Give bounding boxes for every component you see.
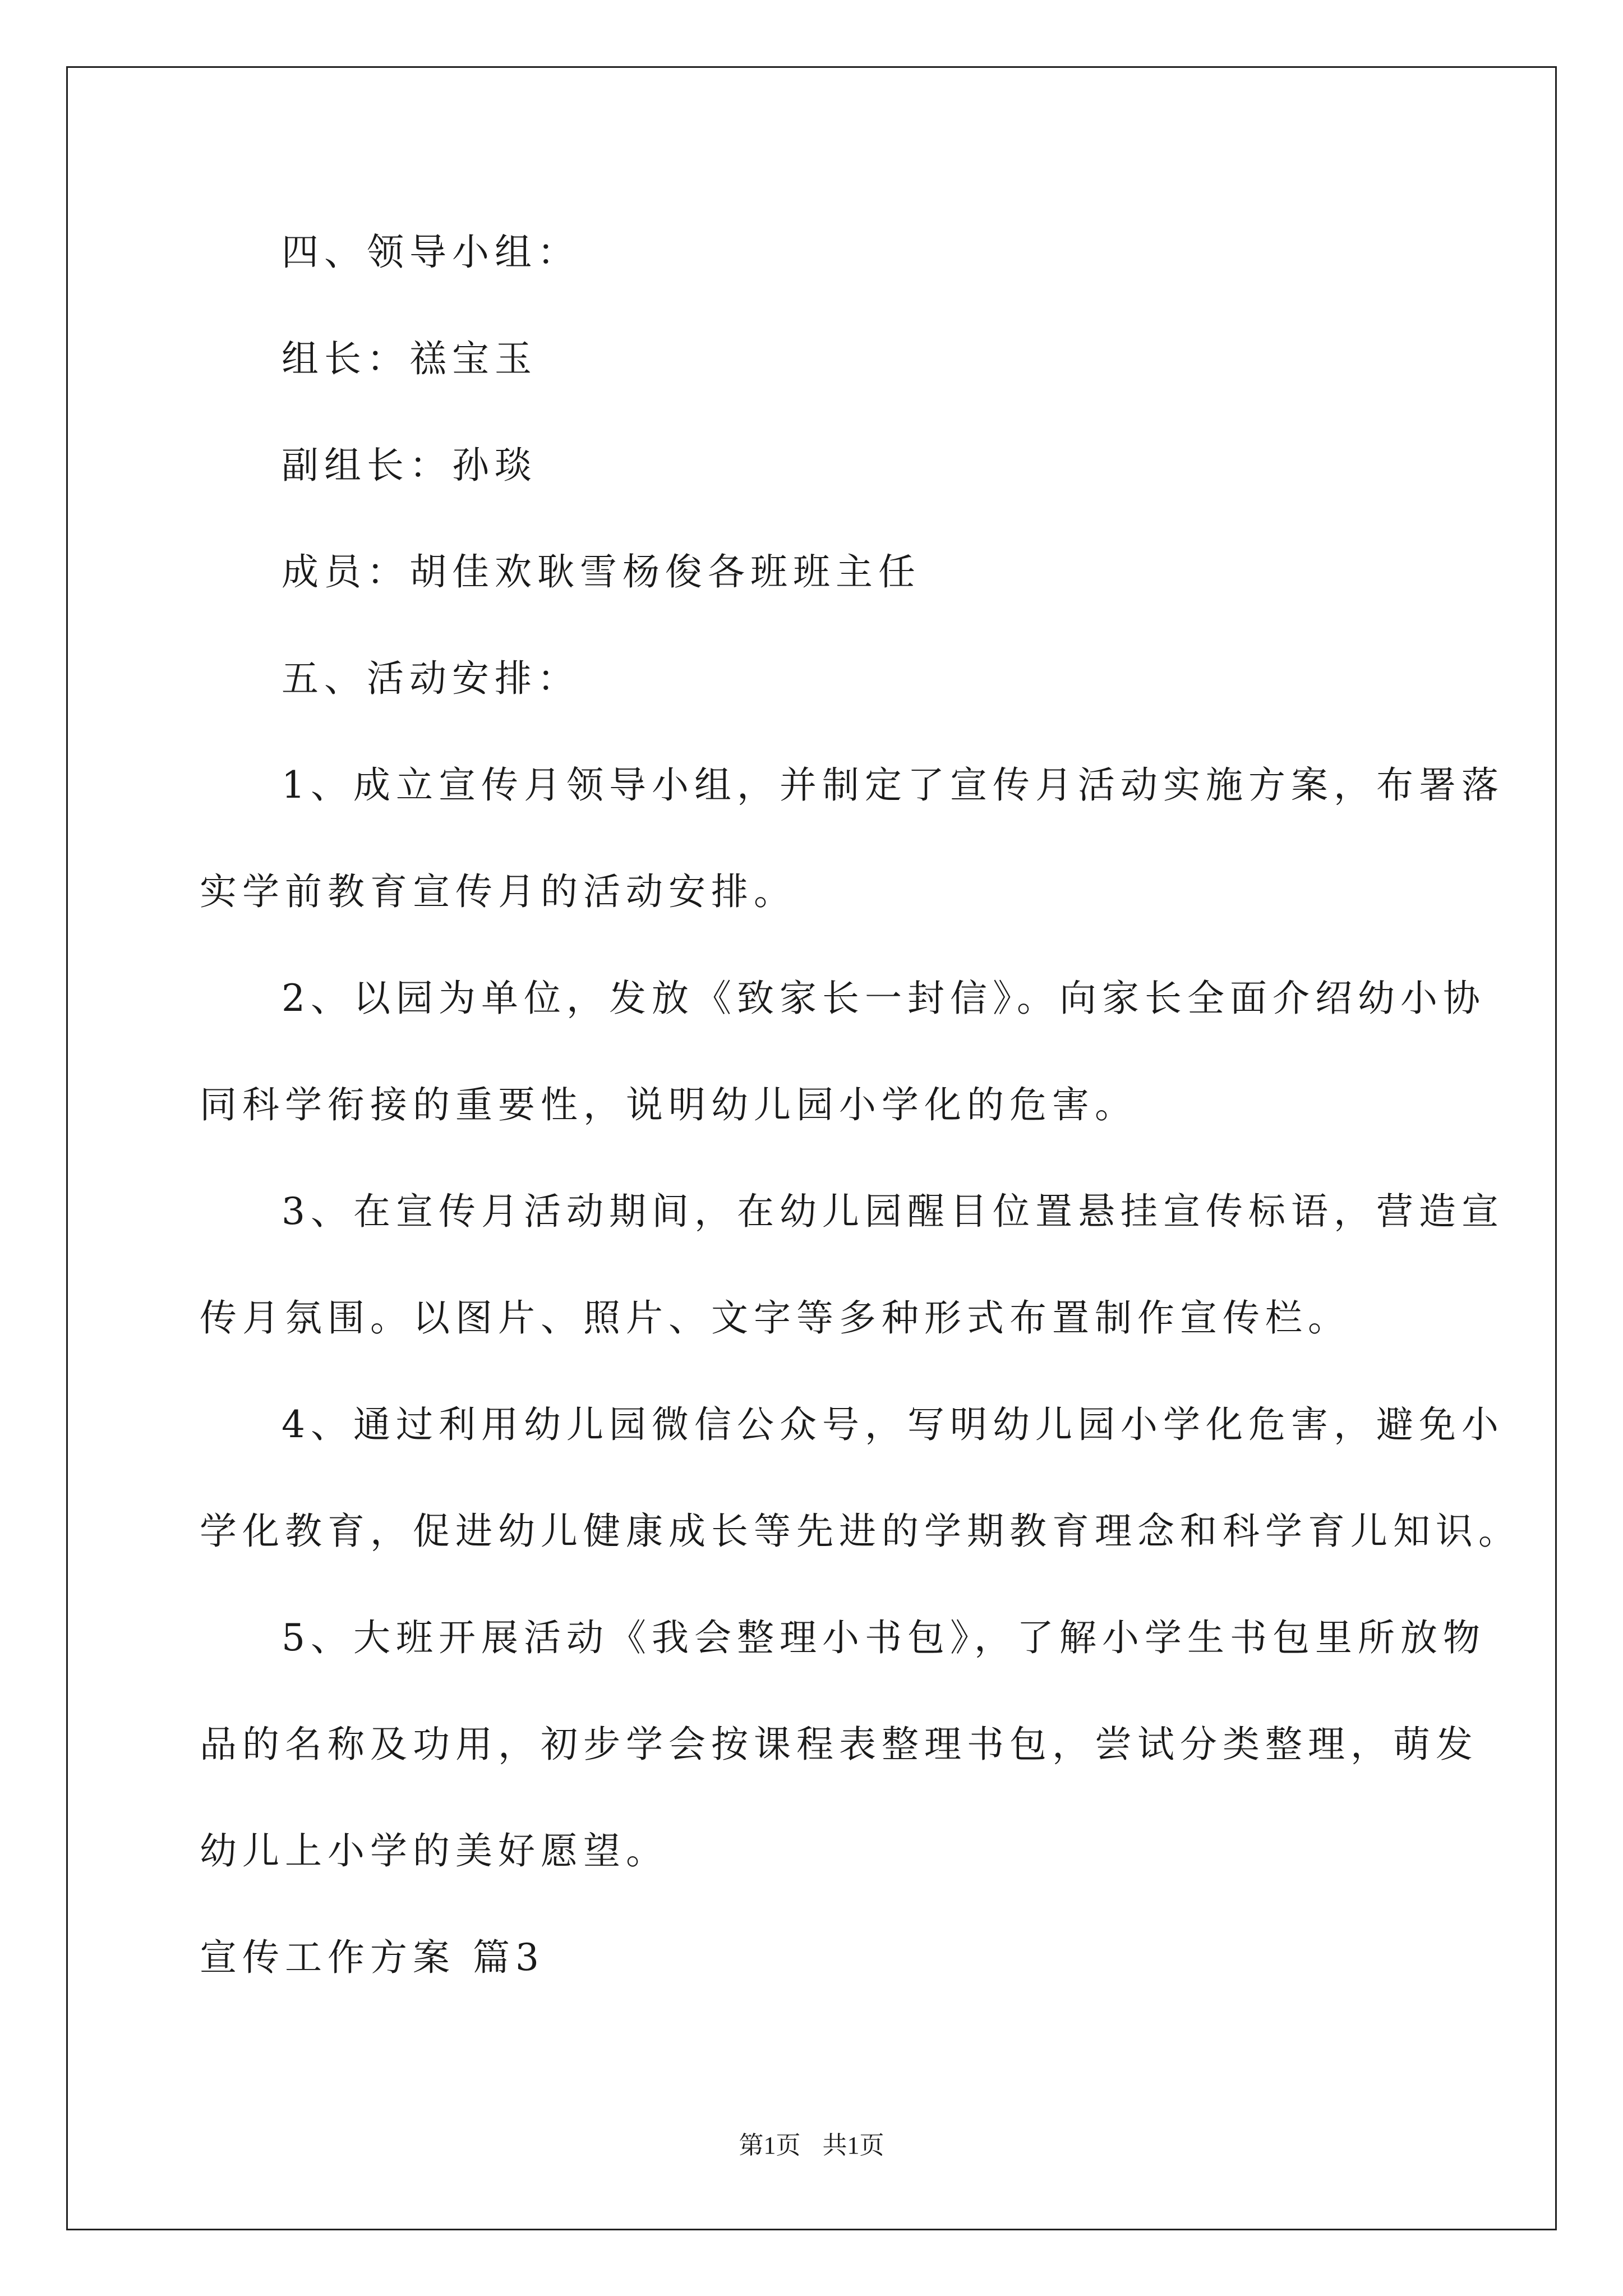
paragraph-5-line-3: 幼儿上小学的美好愿望。: [200, 1829, 668, 1872]
page-number-current: 第1页: [739, 2132, 801, 2159]
paragraph-1-line-1: 1、成立宣传月领导小组，并制定了宣传月活动实施方案，布署落: [282, 763, 1504, 807]
paragraph-3-line-1: 3、在宣传月活动期间，在幼儿园醒目位置悬挂宣传标语，营造宣: [282, 1190, 1504, 1233]
paragraph-5-line-2: 品的名称及功用，初步学会按课程表整理书包，尝试分类整理，萌发: [200, 1723, 1478, 1766]
paragraph-2-line-2: 同科学衔接的重要性，说明幼儿园小学化的危害。: [200, 1083, 1137, 1126]
paragraph-4-line-2: 学化教育，促进幼儿健康成长等先进的学期教育理念和科学育儿知识。: [200, 1510, 1521, 1553]
paragraph-5-line-1: 5、大班开展活动《我会整理小书包》，了解小学生书包里所放物: [282, 1616, 1486, 1659]
heading-leadership-group: 四、领导小组：: [282, 231, 580, 274]
page-number-total: 共1页: [822, 2132, 884, 2159]
page-footer: [0, 2129, 1623, 2162]
deputy-leader-line: 副组长：孙琰: [282, 444, 537, 487]
paragraph-4-line-1: 4、通过利用幼儿园微信公众号，写明幼儿园小学化危害，避免小: [282, 1403, 1504, 1446]
heading-activity-arrangement: 五、活动安排：: [282, 657, 580, 700]
group-leader-line: 组长：禚宝玉: [282, 337, 537, 380]
members-line: 成员：胡佳欢耿雪杨俊各班班主任: [282, 550, 921, 593]
paragraph-2-line-1: 2、以园为单位，发放《致家长一封信》。向家长全面介绍幼小协: [282, 977, 1486, 1020]
paragraph-3-line-2: 传月氛围。以图片、照片、文字等多种形式布置制作宣传栏。: [200, 1296, 1350, 1340]
page-border: [66, 66, 1557, 2230]
paragraph-1-line-2: 实学前教育宣传月的活动安排。: [200, 870, 796, 913]
section-title-plan-3: 宣传工作方案 篇3: [200, 1936, 545, 1979]
